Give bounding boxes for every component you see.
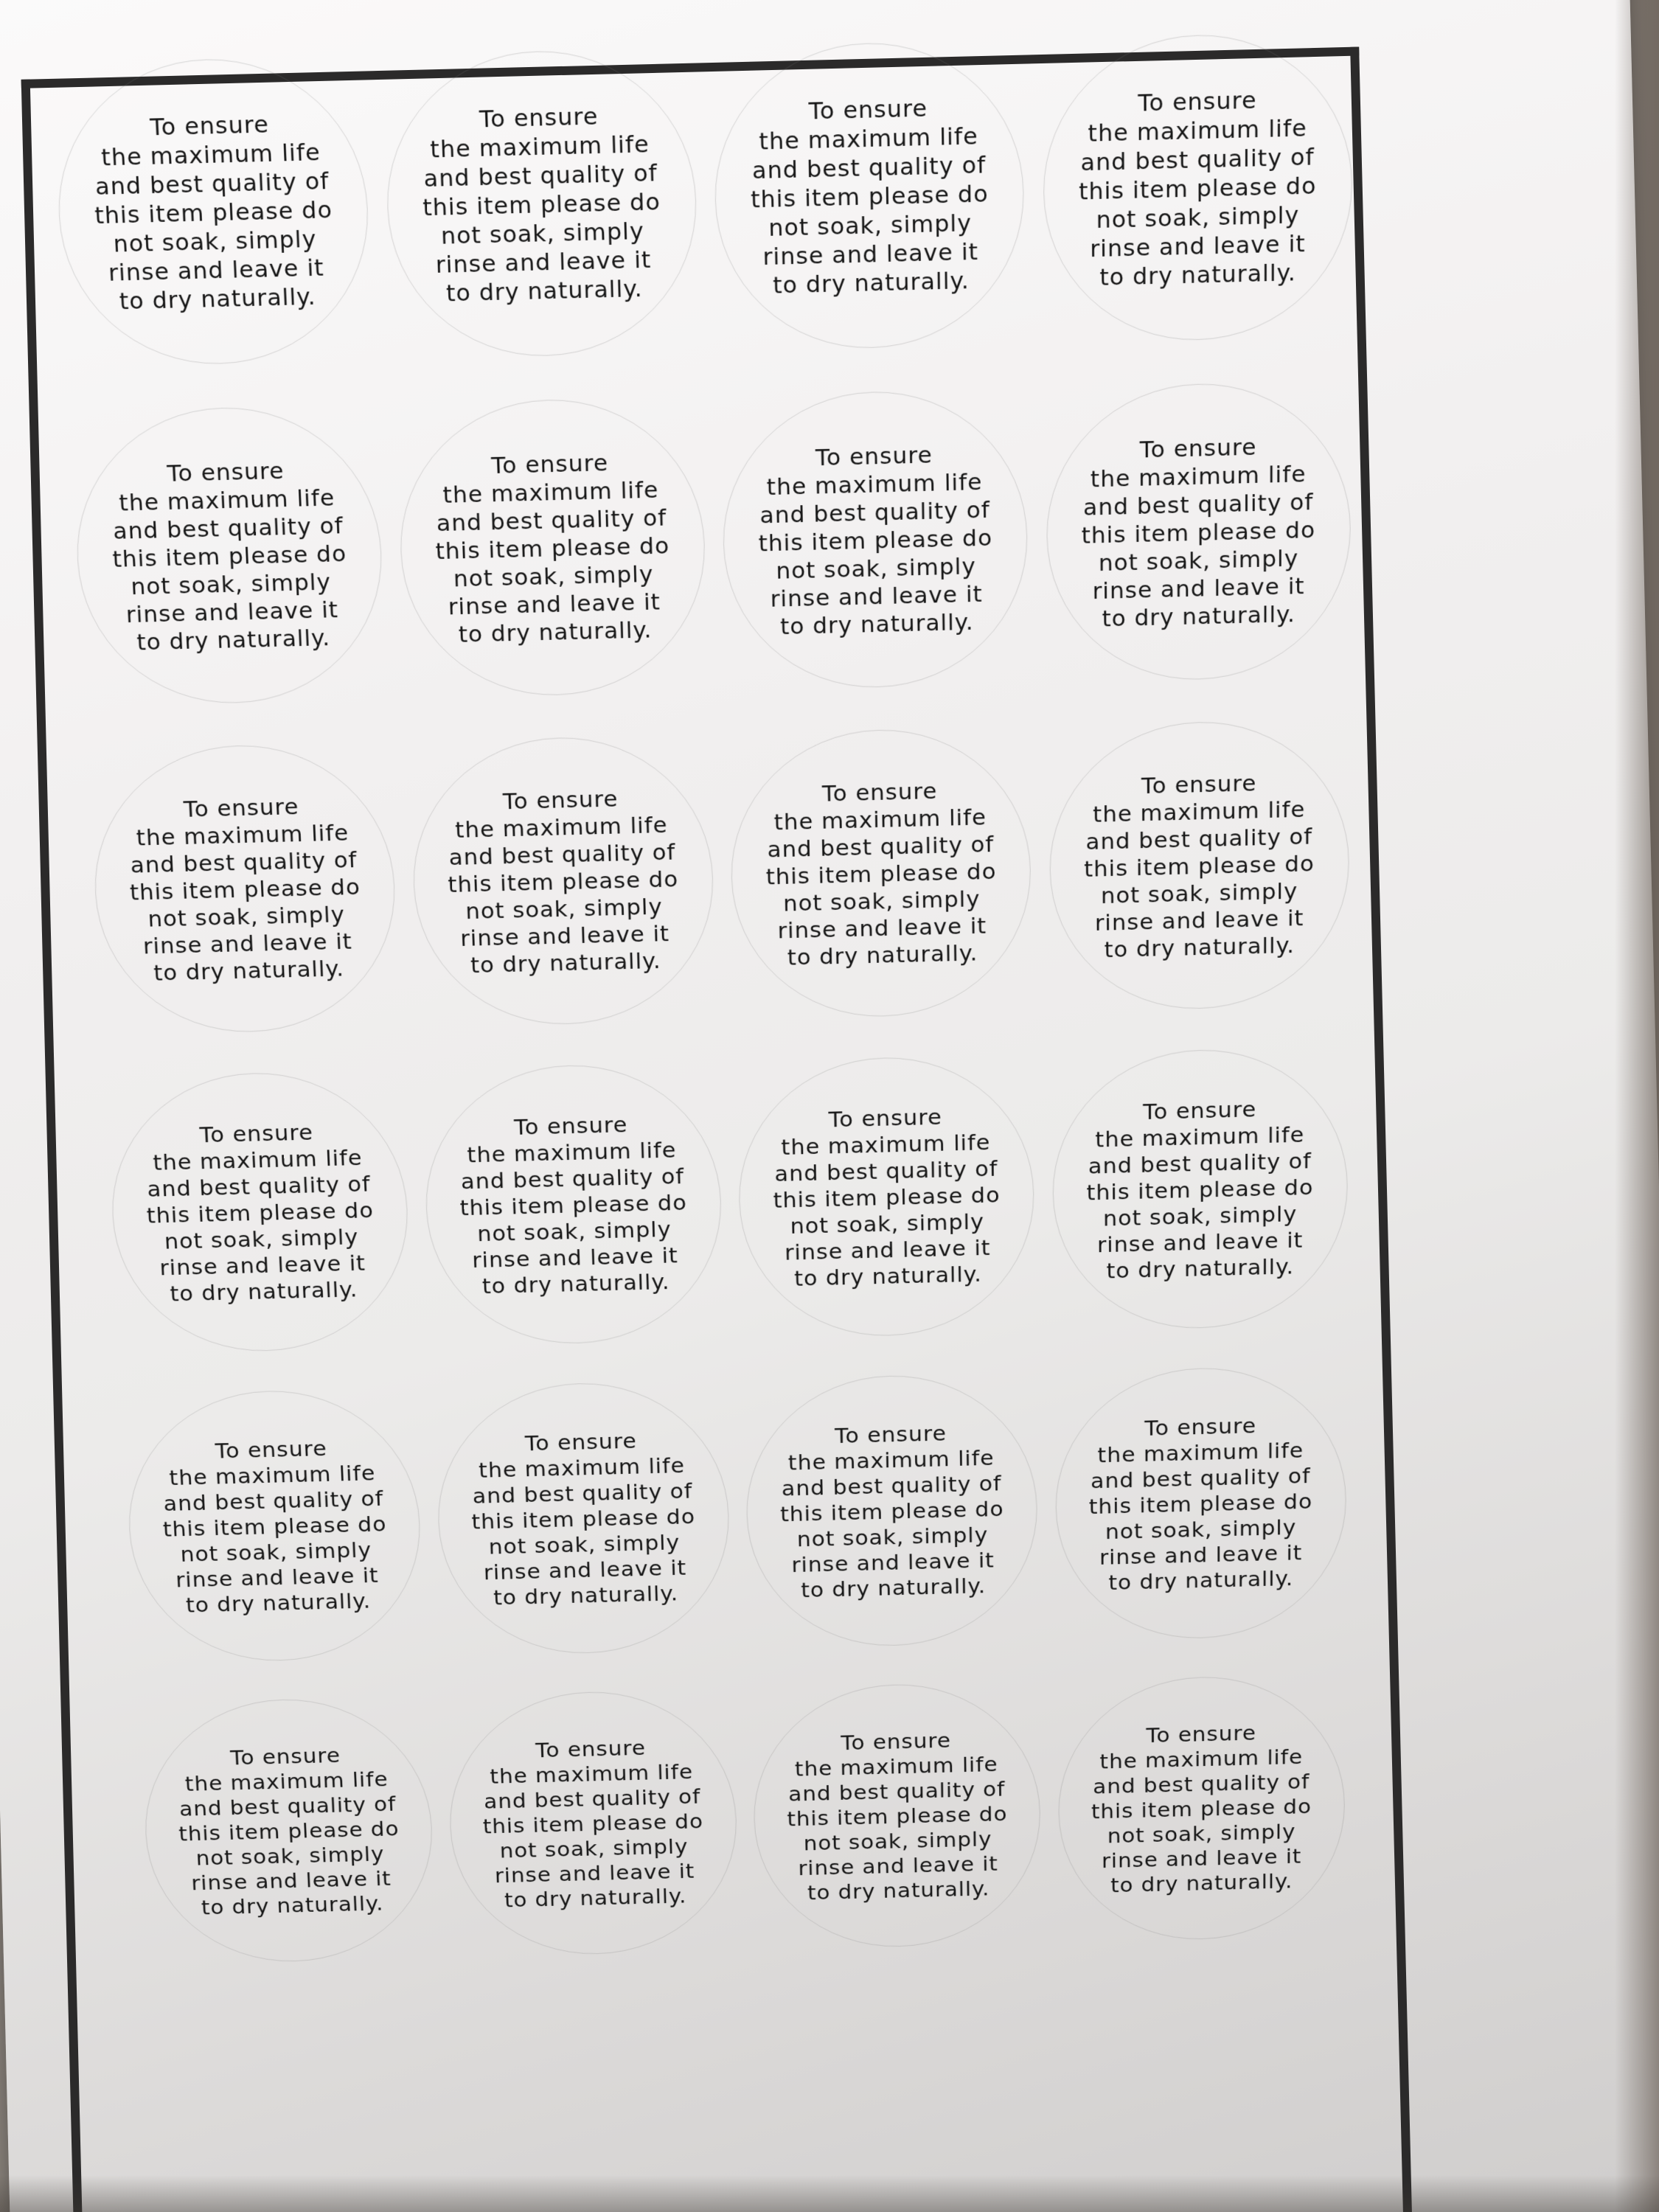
sticker-text-line: to dry naturally.: [1110, 1869, 1293, 1897]
sticker-text-line: not soak, simply: [179, 1537, 372, 1567]
sticker-text-line: and best quality of: [448, 838, 676, 871]
round-sticker: [736, 1054, 1035, 1340]
sticker-text-line: to dry naturally.: [779, 608, 974, 640]
sticker-text-line: to dry naturally.: [493, 1581, 679, 1610]
sticker-text-line: this item please do: [94, 195, 333, 229]
sticker-text-line: not soak, simply: [790, 1208, 984, 1239]
sticker-text-line: rinse and leave it: [159, 1250, 366, 1281]
sticker-text-line: To ensure: [166, 457, 285, 487]
sticker-text-line: to dry naturally.: [136, 624, 331, 655]
sticker-text-line: to dry naturally.: [504, 1884, 687, 1913]
sticker-text-line: not soak, simply: [803, 1827, 992, 1856]
sticker-text-line: not soak, simply: [112, 225, 318, 258]
sticker-text-line: To ensure: [1143, 1096, 1257, 1125]
sticker-text-line: the maximum life: [1099, 1745, 1304, 1774]
sticker-text-line: this item please do: [1088, 1489, 1313, 1519]
sticker-text-line: this item please do: [1081, 516, 1316, 549]
round-sticker: [720, 388, 1029, 691]
round-sticker: [433, 1380, 732, 1656]
sticker-text-line: the maximum life: [152, 1144, 364, 1175]
sticker-text-line: To ensure: [808, 94, 928, 125]
sticker-care-text: [1083, 768, 1315, 964]
sticker-text-line: this item please do: [779, 1496, 1004, 1527]
sticker-text-line: not soak, simply: [1107, 1819, 1296, 1848]
sticker-text-line: this item please do: [787, 1801, 1008, 1832]
round-sticker: [1045, 380, 1351, 684]
sticker-care-text: [445, 784, 681, 979]
round-sticker: [420, 1062, 724, 1346]
sticker-text-line: rinse and leave it: [1092, 572, 1305, 605]
sticker-text-line: the maximum life: [100, 138, 321, 172]
sticker-text-line: rinse and leave it: [777, 913, 987, 944]
sticker-care-text: [108, 455, 351, 656]
sticker-text-line: the maximum life: [429, 130, 650, 164]
sticker-text-line: this item please do: [162, 1512, 387, 1542]
sticker-text-line: the maximum life: [184, 1767, 389, 1796]
sticker-text-line: the maximum life: [766, 468, 983, 501]
sticker-text-line: To ensure: [1141, 770, 1257, 799]
round-sticker: [445, 1688, 739, 1958]
sticker-text-line: and best quality of: [460, 1164, 685, 1194]
sticker-text-line: to dry naturally.: [1102, 600, 1295, 633]
sticker-text-line: To ensure: [834, 1421, 947, 1449]
sticker-care-text: [1091, 1719, 1312, 1898]
sticker-text-line: not soak, simply: [782, 886, 981, 917]
sticker-text-line: and best quality of: [483, 1784, 701, 1814]
sticker-text-line: rinse and leave it: [494, 1859, 695, 1888]
sticker-text-line: to dry naturally.: [1099, 259, 1296, 291]
table-edge: [0, 2175, 1659, 2212]
sticker-text-line: the maximum life: [759, 122, 978, 156]
sticker-text-line: this item please do: [1086, 1175, 1314, 1206]
sticker-text-line: the maximum life: [1093, 796, 1306, 828]
sticker-text-line: not soak, simply: [163, 1224, 359, 1254]
sticker-text-line: this item please do: [750, 180, 989, 214]
sticker-text-line: to dry naturally.: [1104, 932, 1295, 963]
sticker-text-line: rinse and leave it: [791, 1548, 995, 1577]
sticker-text-line: To ensure: [502, 785, 619, 815]
sticker-care-text: [174, 1742, 403, 1921]
sticker-care-text: [142, 1118, 377, 1307]
sticker-text-line: rinse and leave it: [770, 580, 983, 613]
sticker-text-line: this item please do: [1084, 850, 1315, 883]
sticker-text-line: and best quality of: [130, 846, 358, 878]
round-sticker: [105, 1070, 413, 1354]
sticker-text-line: to dry naturally.: [445, 274, 643, 307]
sticker-text-line: not soak, simply: [1100, 877, 1298, 909]
sticker-text-line: rinse and leave it: [448, 588, 661, 620]
sticker-text-line: this item please do: [758, 524, 993, 557]
sticker-text-line: To ensure: [821, 778, 938, 807]
sticker-text-line: rinse and leave it: [1090, 229, 1306, 262]
sticker-text-line: this item please do: [145, 1197, 375, 1228]
sticker-text-line: to dry naturally.: [185, 1588, 372, 1618]
sticker-text-line: this item please do: [447, 866, 679, 898]
sticker-text-line: rinse and leave it: [471, 1242, 679, 1273]
sticker-text-line: and best quality of: [472, 1478, 693, 1509]
sticker-text-line: rinse and leave it: [798, 1851, 998, 1880]
sticker-text-line: rinse and leave it: [762, 237, 979, 271]
sticker-text-line: to dry naturally.: [1106, 1253, 1294, 1284]
sticker-care-text: [778, 1419, 1004, 1603]
sticker-text-line: and best quality of: [436, 504, 667, 537]
round-sticker: [381, 47, 700, 359]
sticker-care-text: [456, 1110, 689, 1299]
sticker-care-text: [125, 791, 364, 987]
sticker-text-line: To ensure: [490, 449, 609, 479]
sticker-text-line: not soak, simply: [440, 217, 645, 250]
sticker-text-line: the maximum life: [118, 484, 335, 517]
round-sticker: [751, 1681, 1042, 1950]
sticker-text-line: and best quality of: [774, 1155, 998, 1187]
sticker-text-line: not soak, simply: [476, 1217, 672, 1247]
round-sticker: [394, 396, 708, 698]
sticker-text-line: to dry naturally.: [772, 266, 970, 299]
sticker-text-line: this item please do: [765, 858, 997, 890]
sticker-text-line: this item please do: [459, 1189, 688, 1221]
round-sticker: [139, 1696, 437, 1964]
sticker-text-line: To ensure: [1146, 1721, 1256, 1747]
round-sticker: [1057, 1674, 1346, 1943]
sticker-text-line: to dry naturally.: [800, 1573, 987, 1603]
sticker-care-text: [757, 439, 994, 641]
sticker-text-line: and best quality of: [423, 159, 658, 192]
sticker-text-line: rinse and leave it: [1101, 1844, 1302, 1873]
sticker-text-line: To ensure: [215, 1436, 328, 1464]
sticker-text-line: To ensure: [149, 110, 270, 142]
sticker-care-text: [1086, 1094, 1314, 1284]
sticker-care-text: [785, 1726, 1009, 1905]
sticker-text-line: the maximum life: [135, 819, 349, 851]
sticker-text-line: the maximum life: [781, 1130, 991, 1161]
sticker-care-text: [432, 448, 672, 649]
background-shadow: [1615, 0, 1659, 2212]
sticker-text-line: this item please do: [470, 1504, 696, 1534]
sticker-text-line: to dry naturally.: [118, 282, 317, 315]
round-sticker: [1042, 32, 1352, 344]
sticker-text-line: not soak, simply: [465, 894, 663, 925]
sticker-text-line: and best quality of: [767, 831, 995, 863]
sticker-text-line: not soak, simply: [488, 1530, 681, 1559]
sticker-care-text: [1088, 1411, 1313, 1596]
sticker-text-line: to dry naturally.: [787, 939, 978, 970]
sticker-text-line: and best quality of: [787, 1777, 1006, 1806]
sticker-text-line: and best quality of: [751, 150, 987, 184]
round-sticker: [51, 55, 374, 367]
sticker-text-line: this item please do: [482, 1809, 704, 1839]
sticker-text-line: To ensure: [513, 1112, 628, 1141]
sticker-text-line: not soak, simply: [1105, 1514, 1297, 1545]
round-sticker: [122, 1388, 425, 1664]
sticker-text-line: To ensure: [198, 1119, 314, 1148]
sticker-text-line: To ensure: [841, 1728, 952, 1756]
sticker-text-line: and best quality of: [759, 496, 990, 529]
sticker-text-line: not soak, simply: [453, 560, 654, 593]
sticker-text-line: rinse and leave it: [142, 928, 353, 959]
sticker-text-line: rinse and leave it: [1094, 905, 1304, 936]
sticker-text-line: this item please do: [422, 187, 661, 222]
sticker-text-line: this item please do: [178, 1817, 400, 1846]
round-sticker: [408, 734, 716, 1028]
sticker-text-line: this item please do: [1078, 172, 1317, 206]
sticker-text-line: To ensure: [524, 1428, 638, 1456]
round-sticker: [728, 726, 1032, 1020]
sticker-text-line: To ensure: [1139, 433, 1257, 464]
sticker-text-line: not soak, simply: [768, 209, 973, 242]
sticker-text-line: and best quality of: [146, 1171, 372, 1202]
sticker-text-line: rinse and leave it: [435, 246, 652, 279]
sticker-text-line: the maximum life: [442, 476, 659, 509]
sticker-text-line: the maximum life: [168, 1461, 376, 1490]
sticker-text-line: the maximum life: [773, 804, 987, 835]
round-sticker: [69, 404, 387, 706]
sticker-text-line: this item please do: [773, 1182, 1001, 1213]
sticker-text-line: To ensure: [1144, 1413, 1257, 1441]
round-sticker: [1051, 1046, 1348, 1332]
sticker-text-line: and best quality of: [1083, 488, 1314, 521]
sticker-text-line: not soak, simply: [796, 1523, 989, 1552]
sticker-text-line: To ensure: [229, 1743, 341, 1770]
sticker-text-line: the maximum life: [787, 1445, 995, 1475]
sticker-text-line: the maximum life: [794, 1752, 998, 1781]
sticker-text-line: rinse and leave it: [175, 1562, 380, 1593]
sticker-text-line: the maximum life: [466, 1137, 677, 1168]
sticker-care-text: [748, 92, 990, 300]
sticker-text-line: and best quality of: [112, 512, 344, 545]
sticker-text-line: To ensure: [183, 793, 300, 823]
sticker-text-line: to dry naturally.: [169, 1276, 358, 1307]
round-sticker: [88, 742, 400, 1035]
sticker-care-text: [764, 776, 998, 971]
sticker-text-line: and best quality of: [1093, 1770, 1310, 1799]
sticker-text-line: this item please do: [129, 874, 361, 905]
sticker-care-text: [771, 1102, 1001, 1293]
sticker-text-line: the maximum life: [1088, 114, 1307, 147]
sticker-text-line: this item please do: [111, 540, 347, 573]
sticker-text-line: not soak, simply: [499, 1834, 689, 1863]
sticker-text-line: the maximum life: [489, 1759, 694, 1789]
sticker-care-text: [1081, 431, 1316, 633]
sticker-text-line: and best quality of: [1091, 1463, 1311, 1494]
sticker-text-line: rinse and leave it: [784, 1235, 991, 1265]
sticker-text-line: and best quality of: [781, 1471, 1002, 1501]
sticker-care-text: [468, 1427, 698, 1611]
sticker-text-line: to dry naturally.: [1108, 1566, 1294, 1595]
sticker-care-text: [159, 1434, 391, 1618]
sticker-text-line: and best quality of: [162, 1486, 384, 1516]
sticker-text-line: not soak, simply: [195, 1842, 385, 1871]
sticker-text-line: to dry naturally.: [470, 947, 661, 978]
sticker-text-line: to dry naturally.: [153, 955, 345, 986]
sticker-care-text: [419, 100, 663, 308]
sticker-text-line: To ensure: [479, 102, 599, 133]
sticker-text-line: the maximum life: [1097, 1438, 1304, 1468]
sticker-text-line: the maximum life: [454, 812, 668, 844]
sticker-text-line: not soak, simply: [147, 901, 346, 932]
sticker-text-line: rinse and leave it: [108, 254, 325, 287]
sticker-care-text: [1078, 84, 1317, 292]
sticker-text-line: this item please do: [1091, 1794, 1312, 1824]
sticker-text-line: not soak, simply: [1096, 201, 1300, 234]
sticker-care-text: [480, 1734, 706, 1913]
round-sticker: [712, 39, 1026, 351]
sticker-text-line: To ensure: [815, 441, 933, 471]
sticker-text-line: to dry naturally.: [481, 1269, 670, 1299]
sticker-text-line: this item please do: [434, 532, 670, 565]
sticker-text-line: the maximum life: [1095, 1121, 1305, 1152]
sticker-text-line: not soak, simply: [130, 568, 332, 600]
sticker-text-line: and best quality of: [94, 167, 330, 201]
sticker-text-line: rinse and leave it: [190, 1866, 392, 1895]
sticker-text-line: rinse and leave it: [459, 920, 670, 952]
round-sticker: [1054, 1365, 1346, 1642]
sticker-text-line: rinse and leave it: [1096, 1227, 1304, 1258]
sticker-text-line: to dry naturally.: [458, 616, 653, 648]
round-sticker: [743, 1372, 1038, 1649]
sticker-text-line: rinse and leave it: [1099, 1540, 1303, 1570]
sticker-text-line: and best quality of: [1085, 823, 1313, 855]
sticker-text-line: and best quality of: [1088, 1148, 1312, 1179]
sticker-text-line: to dry naturally.: [793, 1262, 982, 1291]
sticker-care-text: [89, 108, 336, 316]
sticker-text-line: To ensure: [828, 1104, 942, 1133]
sticker-text-line: not soak, simply: [1098, 545, 1299, 577]
sticker-text-line: not soak, simply: [1102, 1201, 1298, 1231]
sticker-text-line: not soak, simply: [775, 552, 976, 585]
sticker-text-line: to dry naturally.: [201, 1891, 384, 1920]
sticker-text-line: rinse and leave it: [483, 1555, 687, 1585]
sticker-text-line: To ensure: [1138, 86, 1257, 117]
round-sticker: [1048, 718, 1350, 1012]
sticker-text-line: and best quality of: [1080, 142, 1315, 177]
sticker-text-line: To ensure: [535, 1736, 647, 1763]
sticker-text-line: to dry naturally.: [807, 1877, 990, 1905]
sticker-text-line: the maximum life: [1090, 460, 1307, 493]
sticker-text-line: the maximum life: [478, 1453, 686, 1483]
sticker-text-line: rinse and leave it: [125, 596, 339, 628]
sticker-text-line: and best quality of: [178, 1792, 397, 1821]
sticker-grid: [45, 10, 1357, 1983]
